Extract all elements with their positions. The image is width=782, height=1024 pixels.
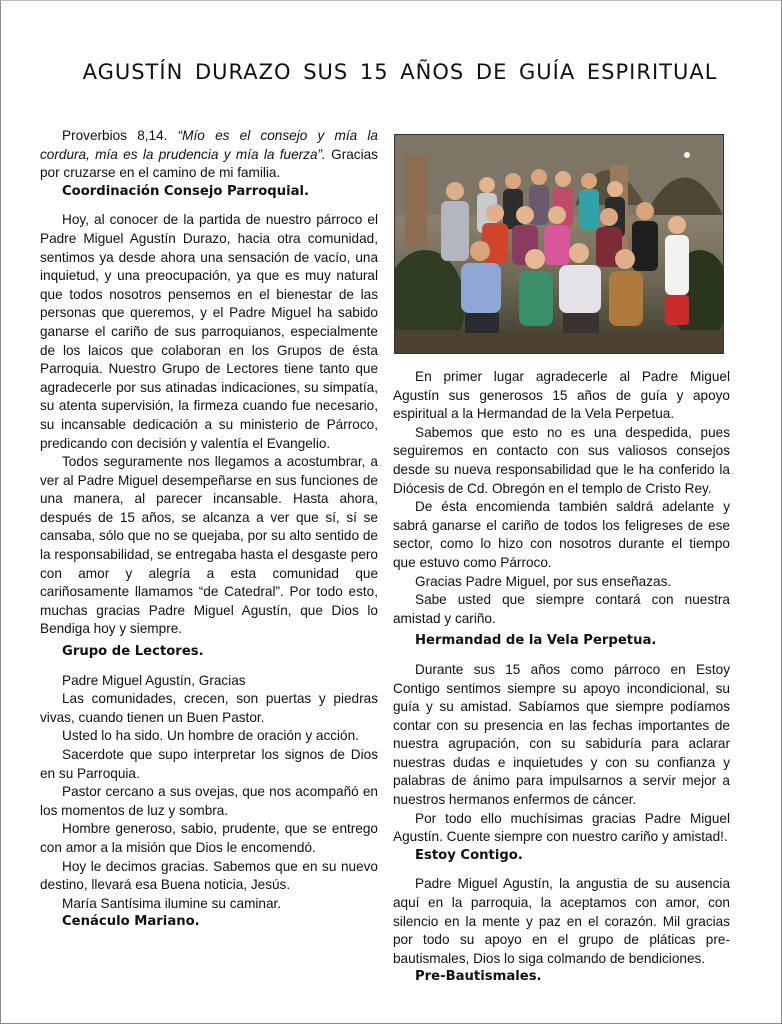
group-photo-illustration xyxy=(395,135,723,353)
paragraph-cenaculo-heading: Padre Miguel Agustín, Gracias xyxy=(62,672,246,688)
article-title: AGUSTÍN DURAZO SUS 15 AÑOS DE GUÍA ESPIRITUAL xyxy=(82,60,718,84)
proverbs-quote: “Mío es el consejo y mía la cordura, mía es la prudencia y mía la fuerza”. xyxy=(40,128,378,162)
paragraph-estoy-contigo-2: Por todo ello muchísimas gracias Padre Miguel Agustín. Cuente siempre con nuestro cariño y amistad!. xyxy=(393,810,730,845)
paragraph-vela-5: Sabe usted que siempre contará con nuestra amistad y cariño. xyxy=(393,592,730,626)
right-column xyxy=(393,368,730,987)
paragraph-vela-1: En primer lugar agradecerle al Padre Miguel Agustín sus generosos 15 años de guía y apoyo espiritual a la Hermandad de la Vela Perpetua. xyxy=(393,369,730,422)
proverbs-paragraph xyxy=(40,127,378,183)
paragraph-vela-2: Sabemos que esto no es una despedida, pues seguiremos en contacto con sus valiosos consejos desde su nueva responsabilidad que le ha conferido la Diócesis de Cd. Obregón en el templo de Cristo Rey. xyxy=(393,424,730,496)
paragraph-cenaculo-7: María Santísima ilumine su caminar. xyxy=(62,895,282,911)
paragraph-cenaculo-2: Usted lo ha sido. Un hombre de oración y acción. xyxy=(62,728,359,744)
paragraph-lectores-2: Todos seguramente nos llegamos a acostumbrar, a ver al Padre Miguel desempeñarse en sus funciones de una manera, al parecer incansable. Hasta ahora, después de 15 años, se alcanza a ver que sí, sí se cansaba, sólo que no se quejaba, por su alto sentido de la responsabilidad, se entregaba hasta el desgaste pero con amor y alegría a esta comunidad que cariñosamente llamamos “de Catedral”. Por todo esto, muchas gracias Padre Miguel Agustín, que Dios lo Bendiga hoy y siempre. xyxy=(40,454,378,637)
signature-estoy-contigo: Estoy Contigo. xyxy=(415,847,523,863)
left-column xyxy=(40,127,378,932)
paragraph-cenaculo-1: Las comunidades, crecen, son puertas y piedras vivas, cuando tienen un Buen Pastor. xyxy=(40,691,378,725)
signature-cenaculo-mariano: Cenáculo Mariano. xyxy=(62,914,200,930)
proverbs-thanks: Gracias por cruzarse en el camino de mi familia. xyxy=(40,146,378,181)
paragraph-cenaculo-5: Hombre generoso, sabio, prudente, que se entrego con amor a la misión que Dios le encomendó. xyxy=(40,821,378,855)
proverbs-reference: Proverbios 8,14. xyxy=(62,128,178,143)
paragraph-pre-bautismales: Padre Miguel Agustín, la angustia de su ausencia aquí en la parroquia, la aceptamos con amor, con silencio en la mente y paz en el corazón. Mil gracias por todo su apoyo en el grupo de pláticas pre-bautismales, Dios lo siga colmando de bendiciones. xyxy=(393,876,730,966)
paragraph-cenaculo-3: Sacerdote que supo interpretar los signos de Dios en su Parroquia. xyxy=(40,747,378,781)
paragraph-cenaculo-6: Hoy le decimos gracias. Sabemos que en su nuevo destino, llevará esa Buena noticia, Jesús. xyxy=(40,858,378,893)
signature-consejo-parroquial: Coordinación Consejo Parroquial. xyxy=(62,183,310,199)
signature-vela-perpetua: Hermandad de la Vela Perpetua. xyxy=(415,633,657,649)
signature-grupo-lectores: Grupo de Lectores. xyxy=(62,644,204,660)
paragraph-lectores-1: Hoy, al conocer de la partida de nuestro párroco el Padre Miguel Agustín Durazo, hacia otra comunidad, sentimos ya desde ahora una sensación de vacío, una inquietud, y una preocupación, ya que es muy natural que todos nosotros pensemos en el bienestar de las personas que queremos, y el Padre Miguel ha sabido ganarse el cariño de sus parroquianos, especialmente de los laicos que colaboran en los Grupos de ésta Parroquia. Nuestro Grupo de Lectores tiene tanto que agradecerle por sus atinadas indicaciones, su simpatía, su atenta supervisión, la firmeza cuando fue necesario, su incansable dedicación a su ministerio de Párroco, predicando con decisión y valentía el Evangelio. xyxy=(40,212,378,451)
group-photo xyxy=(394,134,724,354)
paragraph-vela-4: Gracias Padre Miguel, por sus enseñazas. xyxy=(415,573,672,589)
paragraph-cenaculo-4: Pastor cercano a sus ovejas, que nos acompañó en los momentos de luz y sombra. xyxy=(40,784,378,818)
paragraph-estoy-contigo-1: Durante sus 15 años como párroco en Estoy Contigo sentimos siempre su apoyo incondicional, su guía y su amistad. Sabíamos que siempre podíamos contar con su presencia en las fechas importantes de nuestra agrupación, con su sabiduría para aclarar nuestras dudas e inquietudes y con su confianza y palabras de ánimo para impulsarnos a servir mejor a nuestros hermanos enfermos de cáncer. xyxy=(393,661,730,808)
paragraph-vela-3: De ésta encomienda también saldrá adelante y sabrá ganarse el cariño de todos los feligreses de ese sector, como lo hizo con nosotros durante el tiempo que estuvo como Párroco. xyxy=(393,499,730,570)
signature-pre-bautismales: Pre-Bautismales. xyxy=(415,969,542,985)
